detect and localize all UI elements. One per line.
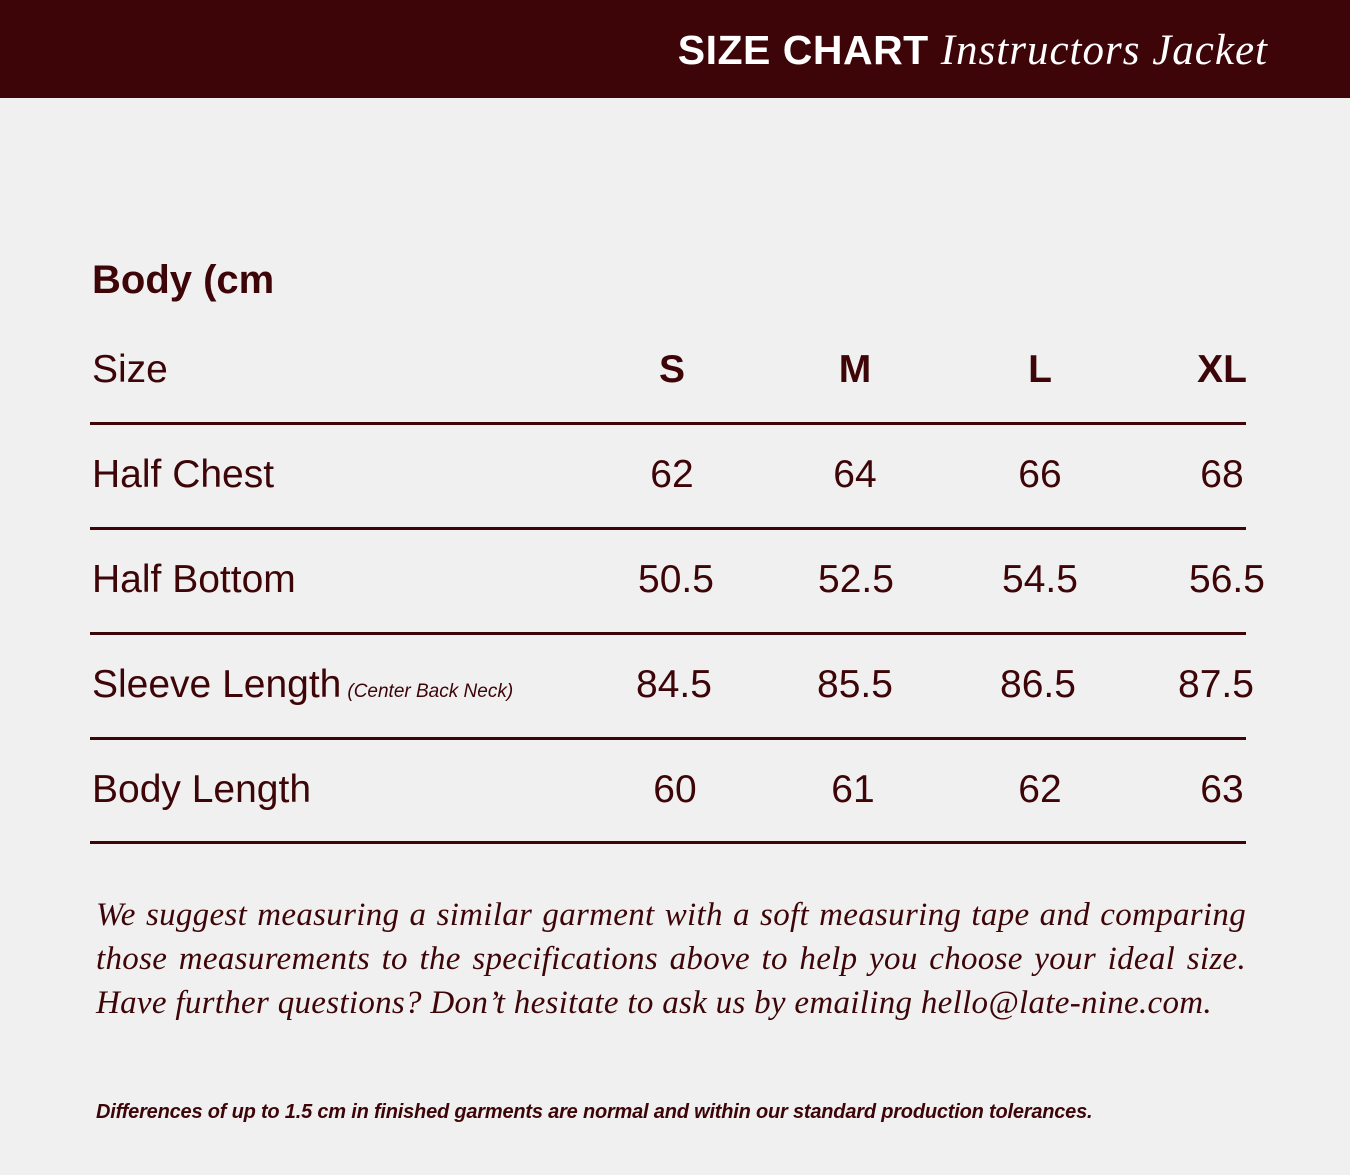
cell-half-bottom-m: 52.5: [818, 558, 894, 601]
row-label-half-bottom: Half Bottom: [92, 558, 296, 601]
size-header-xl: XL: [1197, 348, 1247, 391]
title-italic: Instructors Jacket: [940, 27, 1268, 74]
size-header-s: S: [658, 348, 685, 391]
table-divider: [90, 632, 1246, 635]
cell-sleeve-length-s: 84.5: [636, 663, 712, 706]
row-label-half-chest: Half Chest: [92, 453, 275, 496]
cell-half-bottom-xl: 56.5: [1189, 558, 1265, 601]
measuring-advice: We suggest measuring a similar garment with a soft measuring tape and comparing those measurements to the specifications above to help you choose your ideal size. Have further questions? Don’t hesitate to ask us by emailing hello@late-nine.com.: [96, 897, 1246, 1021]
cell-sleeve-length-l: 86.5: [1000, 663, 1076, 706]
sleeve-length-note: (Center Back Neck): [347, 681, 514, 702]
cell-body-length-l: 62: [1018, 768, 1062, 811]
table-divider: [90, 841, 1246, 844]
cell-half-chest-xl: 68: [1200, 453, 1244, 496]
cell-sleeve-length-m: 85.5: [817, 663, 893, 706]
row-label-sleeve-length: [92, 661, 513, 716]
size-header-l: L: [1028, 348, 1052, 391]
cell-half-bottom-s: 50.5: [638, 558, 714, 601]
table-divider: [90, 422, 1246, 425]
cell-sleeve-length-xl: 87.5: [1178, 663, 1254, 706]
cell-body-length-xl: 63: [1200, 768, 1244, 811]
cell-half-bottom-l: 54.5: [1002, 558, 1078, 601]
section-title: Body (cm: [92, 258, 275, 302]
header-bar: [0, 0, 1350, 98]
sleeve-length-label: Sleeve Length: [92, 663, 342, 706]
tolerance-note: Differences of up to 1.5 cm in finished garments are normal and within our standard production tolerances.: [96, 1101, 1093, 1123]
cell-half-chest-m: 64: [833, 453, 877, 496]
title-bold: SIZE CHART: [677, 27, 929, 73]
cell-half-chest-l: 66: [1018, 453, 1062, 496]
page-title: [678, 26, 1268, 75]
cell-body-length-m: 61: [831, 768, 875, 811]
cell-half-chest-s: 62: [650, 453, 694, 496]
row-label-body-length: Body Length: [92, 768, 312, 811]
table-divider: [90, 737, 1246, 740]
size-header-m: M: [838, 348, 872, 391]
cell-body-length-s: 60: [653, 768, 697, 811]
size-header-label: Size: [92, 348, 168, 391]
table-divider: [90, 527, 1246, 530]
